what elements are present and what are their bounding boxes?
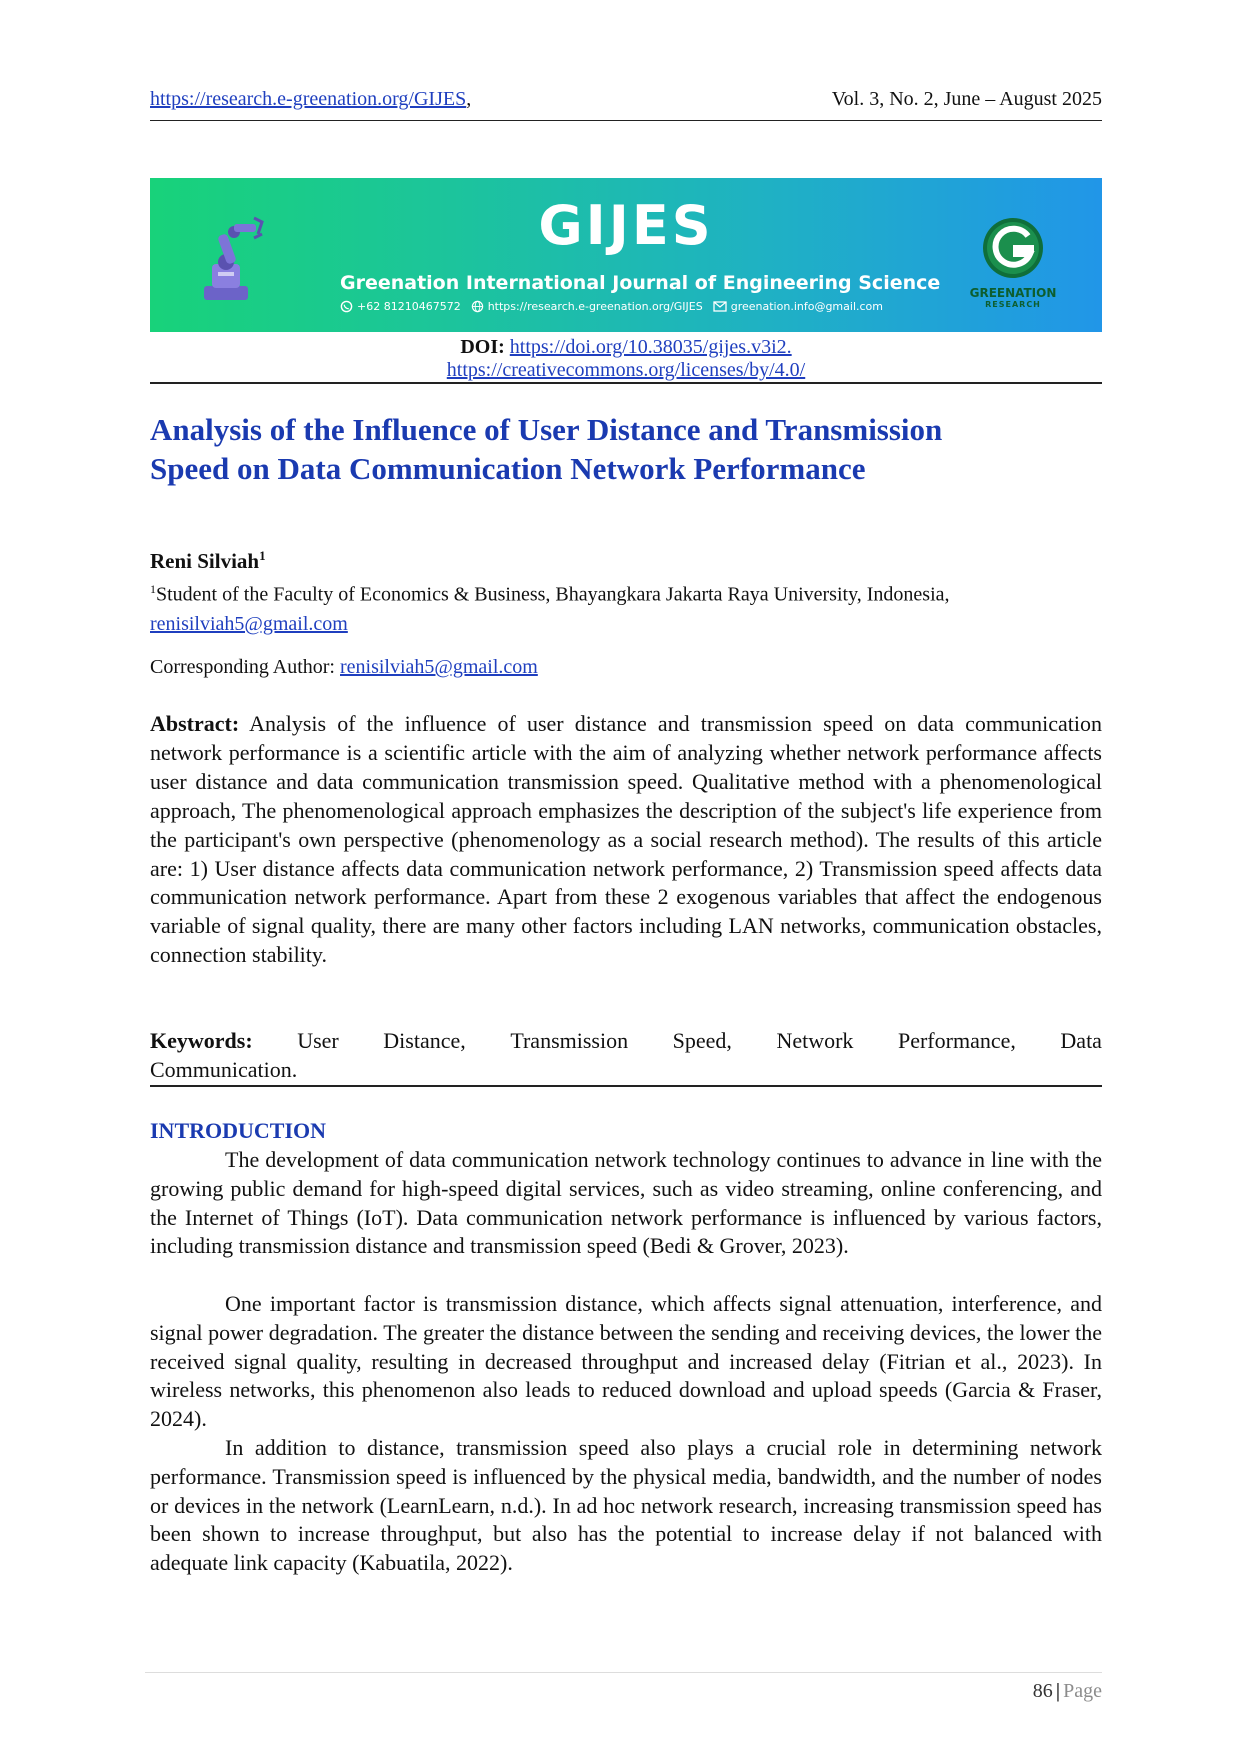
license-line xyxy=(150,359,1102,382)
section-heading-introduction: INTRODUCTION xyxy=(150,1118,327,1143)
page-number: 86 | Page xyxy=(1032,1680,1102,1702)
doi-block xyxy=(150,336,1102,382)
journal-banner xyxy=(150,178,1102,332)
running-header xyxy=(150,88,1102,121)
greenation-wordmark: GREENATION xyxy=(969,286,1057,300)
license-link[interactable]: https://creativecommons.org/licenses/by/4.0/ xyxy=(446,359,806,381)
journal-url-link[interactable]: https://research.e-greenation.org/GIJES xyxy=(150,88,467,110)
doi-line xyxy=(150,336,1102,359)
contact-phone: +62 81210467572 xyxy=(340,300,461,313)
keywords-divider xyxy=(150,1085,1102,1087)
abstract-label: Abstract: xyxy=(150,711,240,736)
abstract xyxy=(150,710,1102,970)
doi-link[interactable]: https://doi.org/10.38035/gijes.v3i2. xyxy=(509,336,792,358)
author-name: Reni Silviah$^1$ xyxy=(150,548,266,573)
intro-paragraph-1: The development of data communication network technology continues to advance in line with the growing public demand for high-speed digital services, such as video streaming, online conferencing, and the Internet of Things (IoT). Data communication network performance is influenced by various factors, including transmission distance and transmission speed (Bedi & Grover, 2023). xyxy=(150,1147,1102,1259)
article-title: Analysis of the Influence of User Distance and Transmission Speed on Data Communication Network Performance xyxy=(150,412,943,486)
keywords-line-2: Communication. xyxy=(150,1056,298,1082)
intro-paragraph-3: In addition to distance, transmission speed also plays a crucial role in determining network performance. Transmission speed is influenced by the physical media, bandwidth, and the number of nodes or devices in the network (LearnLearn, n.d.). In ad hoc network research, increasing transmission speed has been shown to increase throughput, but also has the potential to increase delay if not balanced with adequate link capacity (Kabuatila, 2022). xyxy=(150,1435,1102,1576)
contact-email: greenation.info@gmail.com xyxy=(713,300,883,313)
journal-full-name: Greenation International Journal of Engineering Science xyxy=(340,272,941,294)
author-affiliation: $^1$Student of the Faculty of Economics & Business, Bhayangkara Jakarta Raya University, Indonesia, renisilviah5@gmail.com xyxy=(150,582,950,635)
footer-divider xyxy=(145,1672,1102,1673)
contact-website: https://research.e-greenation.org/GIJES xyxy=(471,300,703,313)
corresponding-email-link[interactable]: renisilviah5@gmail.com xyxy=(340,656,538,678)
keywords xyxy=(150,1027,1102,1084)
whatsapp-icon xyxy=(340,300,353,313)
keywords-line-1: Keywords: User Distance, Transmission Speed, Network Performance, Data xyxy=(150,1028,1102,1053)
doi-divider xyxy=(150,382,1102,384)
globe-icon xyxy=(471,300,484,313)
doi-label: DOI: xyxy=(460,336,505,358)
journal-acronym: GIJES xyxy=(538,194,714,257)
mail-icon xyxy=(713,301,727,312)
intro-paragraph-2: One important factor is transmission distance, which affects signal attenuation, interference, and signal power degradation. The greater the distance between the sending and receiving devices, the lower the received signal quality, resulting in decreased throughput and increased delay (Fitrian et al., 2023). In wireless networks, this phenomenon also leads to reduced download and upload speeds (Garcia & Fraser, 2024). xyxy=(150,1291,1102,1432)
journal-url: https://research.e-greenation.org/GIJES, xyxy=(150,88,472,110)
volume-info: Vol. 3, No. 2, June – August 2025 xyxy=(831,88,1102,110)
corresponding-author: Corresponding Author: renisilviah5@gmail.com xyxy=(150,656,538,678)
journal-contacts xyxy=(340,300,883,313)
greenation-subtext: RESEARCH xyxy=(985,300,1041,309)
author-email-link[interactable]: renisilviah5@gmail.com xyxy=(150,612,348,635)
abstract-text: Analysis of the influence of user distance and transmission speed on data communication network performance is a scientific article with the aim of analyzing whether network performance affects user distance and data communication transmission speed. Qualitative method with a phenomenological approach, The phenomenological approach emphasizes the description of the subject's life experience from the participant's own perspective (phenomenology as a social research method). The results of this article are: 1) User distance affects data communication network performance, 2) Transmission speed affects data communication network performance. Apart from these 2 exogenous variables that affect the endogenous variable of signal quality, there are many other factors including LAN networks, communication obstacles, connection stability. xyxy=(150,711,1102,968)
